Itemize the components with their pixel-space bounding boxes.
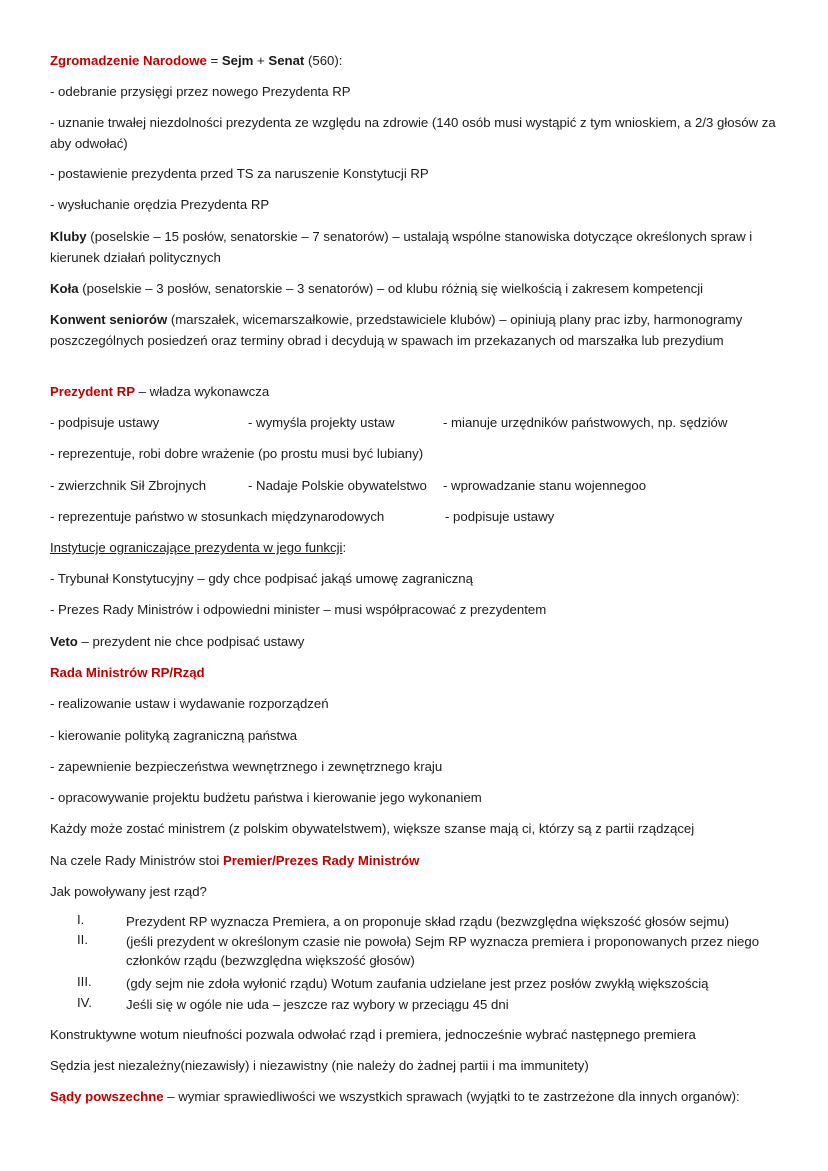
step-text: Jeśli się w ogóle nie uda – jeszcze raz wybory w przeciągu 45 dni bbox=[126, 997, 509, 1012]
instytucje-item-1: - Trybunał Konstytucyjny – gdy chce podpisać jakąś umowę zagraniczną bbox=[50, 571, 473, 586]
zgromadzenie-heading: Zgromadzenie Narodowe = Sejm + Senat (560): bbox=[50, 53, 343, 68]
step-text: (gdy sejm nie zdoła wyłonić rządu) Wotum zaufania udzielane jest przez posłów zwykłą większością bbox=[126, 976, 709, 991]
prezydent-heading: Prezydent RP – władza wykonawcza bbox=[50, 384, 270, 399]
rzad-question: Jak powoływany jest rząd? bbox=[50, 884, 207, 899]
step-number: I. bbox=[77, 912, 85, 927]
instytucje-heading: Instytucje ograniczające prezydenta w jego funkcji: bbox=[50, 540, 347, 555]
zn-item-3: - postawienie prezydenta przed TS za naruszenie Konstytucji RP bbox=[50, 166, 429, 181]
konwent-term: Konwent seniorów bbox=[50, 312, 168, 327]
step-text: (jeśli prezydent w określonym czasie nie powoła) Sejm RP wyznacza premiera i proponowanych przez niego członków rządu (bezwzględna większość głosów) bbox=[126, 934, 760, 968]
veto-paragraph: Veto – prezydent nie chce podpisać ustawy bbox=[50, 634, 305, 649]
step-number: II. bbox=[77, 932, 88, 947]
prezydent-title: Prezydent RP bbox=[50, 384, 136, 399]
prezydent-row-3 bbox=[50, 476, 780, 495]
rzad-steps-list bbox=[50, 912, 780, 1012]
kola-term: Koła bbox=[50, 281, 79, 296]
wotum-paragraph: Konstruktywne wotum nieufności pozwala odwołać rząd i premiera, jednocześnie wybrać następnego premiera bbox=[50, 1027, 696, 1042]
sady-term: Sądy powszechne bbox=[50, 1089, 164, 1104]
prezydent-duty: - Nadaje Polskie obywatelstwo bbox=[248, 478, 427, 493]
kola-paragraph: Koła (poselskie – 3 posłów, senatorskie – 3 senatorów) – od klubu różnią się wielkością i zakresem kompetencji bbox=[50, 281, 704, 296]
prezydent-duty: - podpisuje ustawy bbox=[50, 415, 160, 430]
veto-term: Veto bbox=[50, 634, 78, 649]
prezydent-duty: - mianuje urzędników państwowych, np. sędziów bbox=[443, 415, 728, 430]
zgromadzenie-title: Zgromadzenie Narodowe bbox=[50, 53, 207, 68]
minister-paragraph: Każdy może zostać ministrem (z polskim obywatelstwem), większe szanse mają ci, którzy są z partii rządzącej bbox=[50, 821, 695, 836]
sejm-label: Sejm bbox=[221, 53, 254, 68]
prezydent-row-2: - reprezentuje, robi dobre wrażenie (po prostu musi być lubiany) bbox=[50, 446, 424, 461]
rada-item-3: - zapewnienie bezpieczeństwa wewnętrznego i zewnętrznego kraju bbox=[50, 759, 443, 774]
prezydent-duty: - podpisuje ustawy bbox=[445, 509, 555, 524]
prezydent-row-1 bbox=[50, 413, 780, 432]
kluby-term: Kluby bbox=[50, 229, 87, 244]
prezydent-duty: - wymyśla projekty ustaw bbox=[248, 415, 395, 430]
senat-label: Senat bbox=[268, 53, 305, 68]
step-number: III. bbox=[77, 974, 92, 989]
kluby-paragraph: Kluby (poselskie – 15 posłów, senatorskie – 7 senatorów) – ustalają wspólne stanowiska dotyczące określonych spraw i kierunek działań politycznych bbox=[50, 229, 753, 265]
prezydent-duty: - wprowadzanie stanu wojennegoo bbox=[443, 478, 647, 493]
instytucje-item-2: - Prezes Rady Ministrów i odpowiedni minister – musi współpracować z prezydentem bbox=[50, 602, 547, 617]
zn-item-4: - wysłuchanie orędzia Prezydenta RP bbox=[50, 197, 270, 212]
premier-paragraph: Na czele Rady Ministrów stoi Premier/Prezes Rady Ministrów bbox=[50, 853, 420, 868]
rada-item-1: - realizowanie ustaw i wydawanie rozporządzeń bbox=[50, 696, 329, 711]
premier-term: Premier/Prezes Rady Ministrów bbox=[222, 853, 420, 868]
prezydent-duty: - zwierzchnik Sił Zbrojnych bbox=[50, 478, 207, 493]
konwent-paragraph: Konwent seniorów (marszałek, wicemarszałkowie, przedstawiciele klubów) – opiniują plany prac izby, harmonogramy poszczególnych posiedzeń oraz terminy obrad i decydują w spawach im przekazanych od marszałka lub prezydium bbox=[50, 312, 743, 348]
prezydent-duty: - reprezentuje państwo w stosunkach międzynarodowych bbox=[50, 509, 385, 524]
step-number: IV. bbox=[77, 995, 92, 1010]
rada-item-2: - kierowanie polityką zagraniczną państwa bbox=[50, 728, 298, 743]
zn-item-2: - uznanie trwałej niezdolności prezydenta ze względu na zdrowie (140 osób musi wystąpić z tym wnioskiem, a 2/3 głosów za aby odwołać) bbox=[50, 115, 776, 151]
sedzia-paragraph: Sędzia jest niezależny(niezawisły) i niezawistny (nie należy do żadnej partii i ma immunitety) bbox=[50, 1058, 589, 1073]
sady-paragraph: Sądy powszechne – wymiar sprawiedliwości we wszystkich sprawach (wyjątki to te zastrzeżone dla innych organów): bbox=[50, 1089, 740, 1104]
step-text: Prezydent RP wyznacza Premiera, a on proponuje skład rządu (bezwzględna większość głosów sejmu) bbox=[126, 914, 730, 929]
prezydent-row-4 bbox=[50, 507, 780, 526]
zn-item-1: - odebranie przysięgi przez nowego Prezydenta RP bbox=[50, 84, 351, 99]
rada-item-4: - opracowywanie projektu budżetu państwa i kierowanie jego wykonaniem bbox=[50, 790, 482, 805]
rada-ministrow-heading: Rada Ministrów RP/Rząd bbox=[50, 665, 205, 680]
